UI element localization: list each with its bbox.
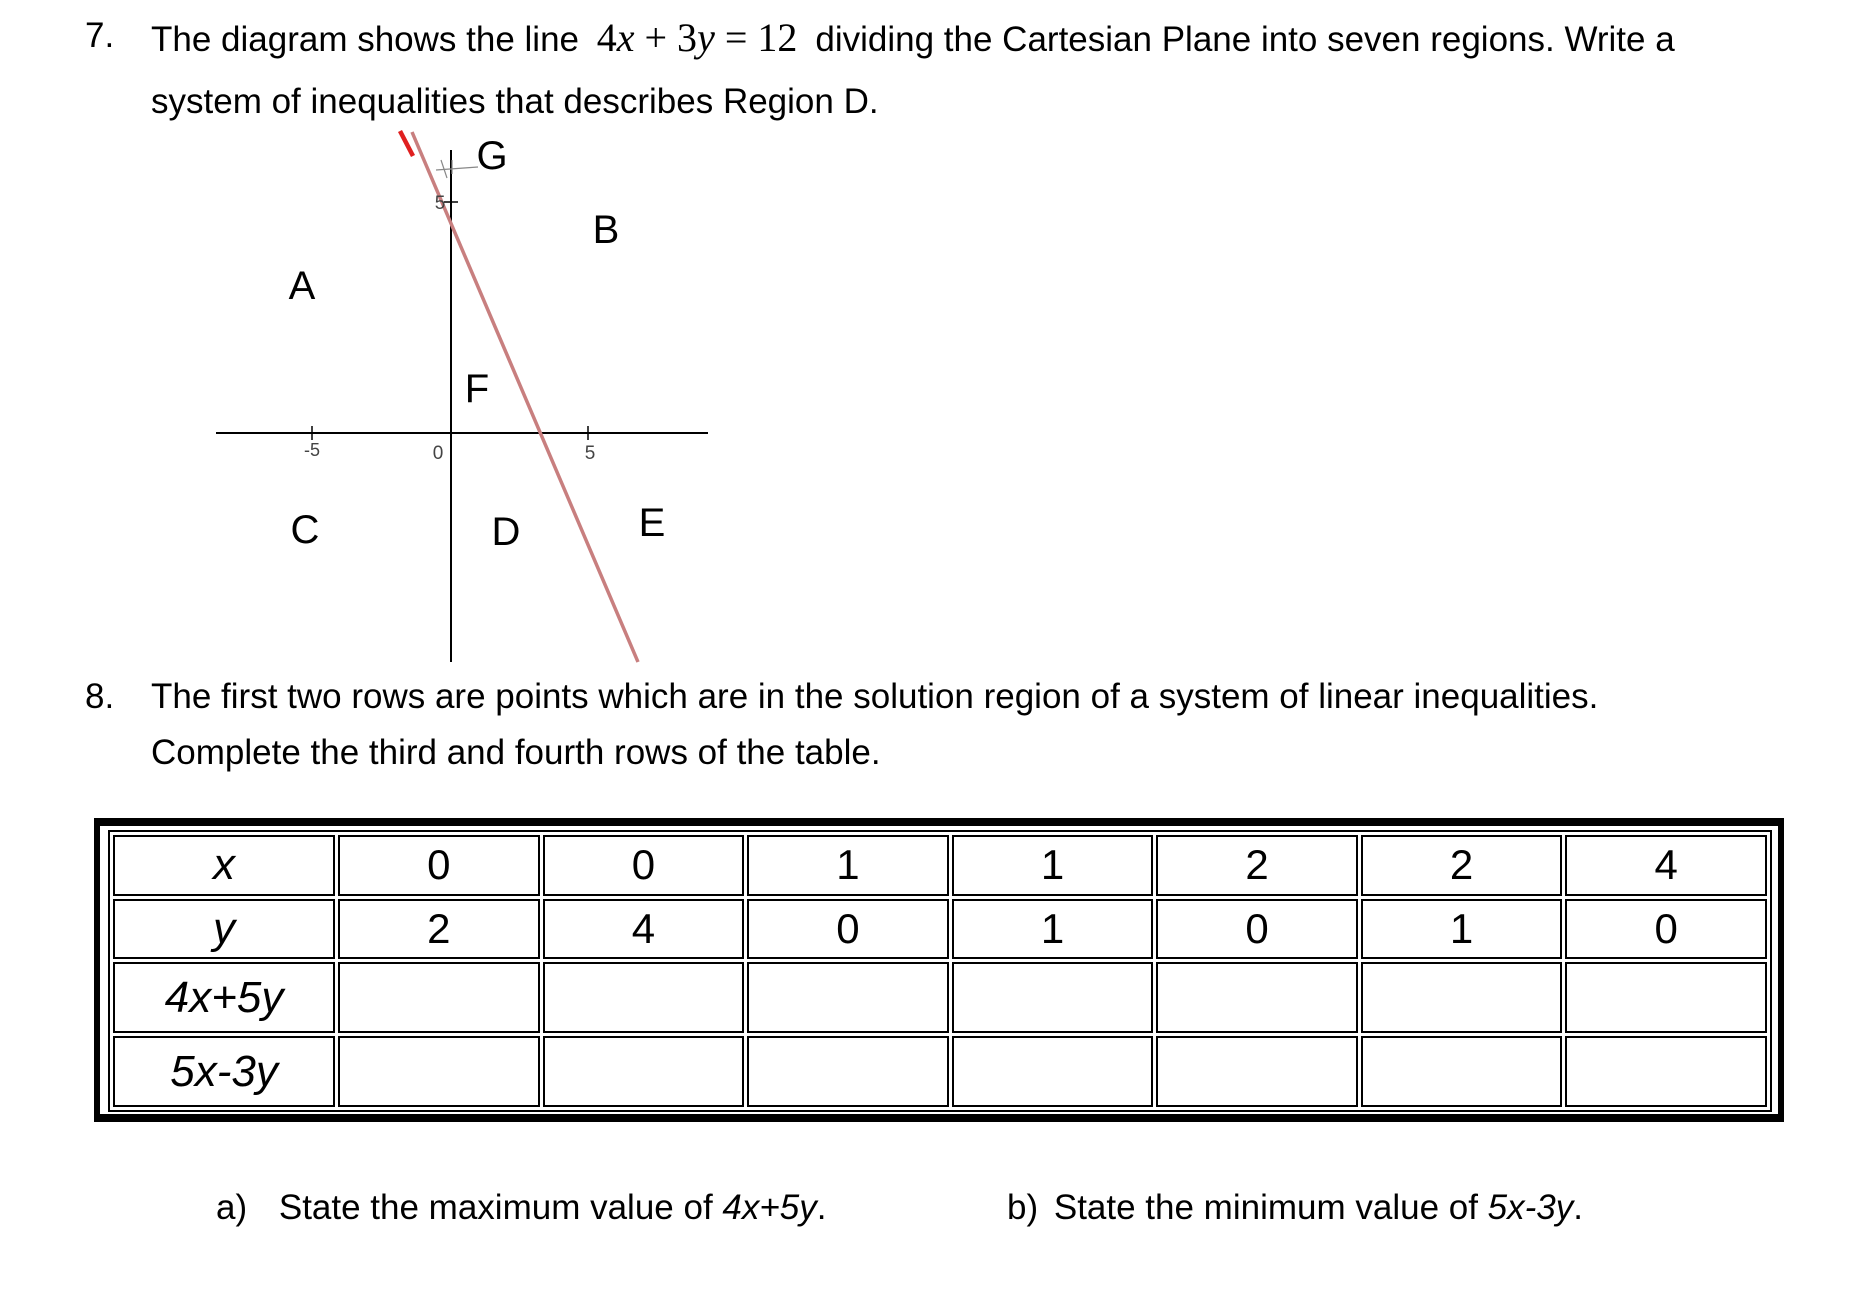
table-cell: 4 [1565,835,1767,896]
question-8-line-1: The first two rows are points which are in the solution region of a system of linear inequalities. [151,677,1599,716]
table-cell: 1 [1361,899,1563,960]
table-cell: 1 [952,899,1154,960]
question-number: 8. [85,677,115,716]
region-label-e: E [638,501,666,545]
tick-label-y-pos5: 5 [434,193,446,214]
table-cell: 4 [543,899,745,960]
table-row [113,1036,1767,1107]
table-cell: 2 [1156,835,1358,896]
part-a: a) State the maximum value of 4x+5y. [216,1188,827,1227]
table-cell: 2 [1361,835,1563,896]
equation: 4x + 3y = 12 [596,15,798,60]
answer-cell[interactable] [1565,962,1767,1033]
question-number: 7. [85,16,115,55]
row-header: 4x+5y [113,962,335,1033]
answer-cell[interactable] [1156,962,1358,1033]
values-table-frame [94,818,1784,1122]
part-b-text: State the minimum value of [1053,1188,1488,1227]
answer-cell[interactable] [747,1036,949,1107]
table-cell: 0 [338,835,540,896]
region-label-b: B [592,208,620,252]
answer-cell[interactable] [338,962,540,1033]
region-label-d: D [491,510,521,554]
pencil-mark [436,160,478,178]
part-a-label: a) [216,1188,248,1227]
part-b-label: b) [1007,1188,1039,1227]
answer-cell[interactable] [952,962,1154,1033]
answer-cell[interactable] [747,962,949,1033]
table-row [113,899,1767,960]
row-header: y [113,899,335,960]
answer-cell[interactable] [543,962,745,1033]
tick-label-x-neg5: -5 [303,440,321,460]
table-cell: 0 [543,835,745,896]
answer-cell[interactable] [1361,1036,1563,1107]
question-8-line-2: Complete the third and fourth rows of the table. [151,733,881,772]
answer-cell[interactable] [338,1036,540,1107]
boundary-line-tip [400,131,413,156]
tick-label-x-pos5: 5 [584,443,596,464]
answer-cell[interactable] [1361,962,1563,1033]
answer-cell[interactable] [1156,1036,1358,1107]
part-b-expression: 5x-3y [1487,1188,1574,1227]
question-7-line-2: system of inequalities that describes Region D. [151,82,879,121]
part-b: b) State the minimum value of 5x-3y. [1007,1188,1583,1227]
region-label-g: G [476,134,508,178]
values-table [108,830,1772,1112]
region-label-a: A [288,264,316,308]
row-header: x [113,835,335,896]
table-cell: 1 [747,835,949,896]
table-cell: 0 [1565,899,1767,960]
answer-cell[interactable] [543,1036,745,1107]
part-a-text: State the maximum value of [278,1188,723,1227]
row-header: 5x-3y [113,1036,335,1107]
table-cell: 0 [1156,899,1358,960]
part-a-expression: 4x+5y [722,1188,817,1227]
region-label-f: F [464,367,490,411]
table-cell: 1 [952,835,1154,896]
region-label-c: C [290,508,320,552]
table-row [113,962,1767,1033]
question-text: dividing the Cartesian Plane into seven regions. Write a [815,20,1675,59]
answer-cell[interactable] [1565,1036,1767,1107]
tick-label-origin: 0 [432,443,444,464]
table-row [113,835,1767,896]
question-text: The diagram shows the line [151,20,579,59]
table-cell: 2 [338,899,540,960]
answer-cell[interactable] [952,1036,1154,1107]
table-cell: 0 [747,899,949,960]
